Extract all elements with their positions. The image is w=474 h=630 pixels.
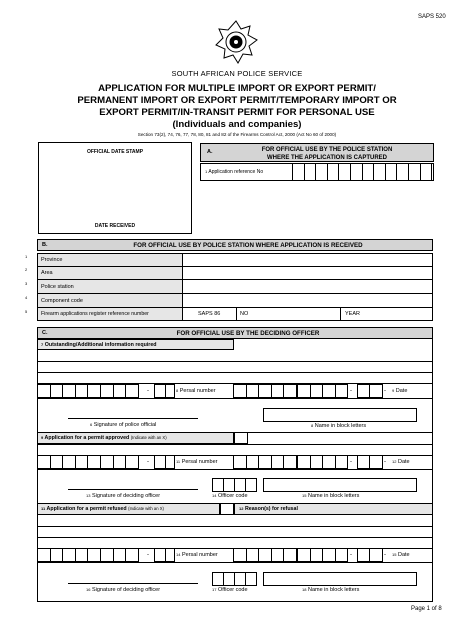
outstanding-info-field[interactable] [38,351,432,383]
name-label-1: $^8$ Name in block letters [311,423,367,429]
section-a-header [200,143,434,162]
persal-label-1: $^8$ Persal number [176,388,216,394]
date-digit-cell[interactable] [297,455,311,469]
reasons-label: $^{12}$ Reason(s) for refusal [239,506,298,512]
approved-header [37,432,234,444]
persal-digit-cell[interactable] [283,384,297,398]
dash-separator: - [147,459,149,465]
persal-digit-cell[interactable] [283,455,297,469]
dash-separator: - [384,459,386,465]
stamp-title: OFFICIAL DATE STAMP [86,149,144,155]
persal-digit-cell[interactable] [246,548,260,562]
official-date-stamp-box[interactable] [38,142,192,234]
police-station-label: Police station [41,284,74,290]
section-b-title: FOR OFFICIAL USE BY POLICE STATION WHERE APPLICATION IS RECEIVED [133,242,363,249]
date-digit-cell[interactable] [335,384,349,398]
reference-digit-cell[interactable] [75,455,89,469]
dash-separator: - [350,459,352,465]
dash-separator: - [384,552,386,558]
title-line-3: EXPORT PERMIT/IN-TRANSIT PERMIT FOR PERSONAL USE [99,107,375,118]
section-c-header [37,327,433,339]
b-row-num-5: 5 [25,309,28,314]
reference-digit-cell[interactable] [75,384,89,398]
persal-digit-cell[interactable] [283,548,297,562]
reference-digit-cell[interactable] [37,384,51,398]
officer-code-cell[interactable] [245,478,257,492]
area-label: Area [41,270,53,276]
reference-digit-cell[interactable] [113,384,127,398]
reference-digit-cell[interactable] [62,384,76,398]
persal-digit-cell[interactable] [233,384,247,398]
reference-digit-cell[interactable] [87,548,101,562]
app-ref-label: $^1$ Application reference No [205,169,264,175]
officer-signature-label-1: $^{13}$ Signature of deciding officer [86,493,161,499]
reference-digit-cell[interactable] [100,455,114,469]
date-digit-cell[interactable] [369,548,383,562]
reference-digit-cell[interactable] [113,548,127,562]
reference-digit-cell[interactable] [165,548,175,562]
date-digit-cell[interactable] [335,548,349,562]
approved-label: $^9$ Application for a permit approved (Indicate with an X) [41,435,167,441]
section-reference: Section 73(2), 74, 76, 77, 78, 80, 81 and 82 of the Firearms Control Act, 2000 (Act No 60 of 2000) [137,132,337,137]
register-no-field[interactable] [252,308,338,320]
saps86-label: SAPS 86 [198,311,221,317]
b-row-num-3: 3 [25,281,28,286]
date-digit-cell[interactable] [322,384,336,398]
form-title [0,84,474,132]
outstanding-label: $^7$ Outstanding/Additional information required [41,342,157,348]
date-digit-cell[interactable] [310,455,324,469]
dash-separator: - [147,552,149,558]
reference-digit-cell[interactable] [100,548,114,562]
page-number: Page 1 of 8 [411,606,442,612]
reference-digit-cell[interactable] [62,548,76,562]
date-digit-cell[interactable] [335,455,349,469]
date-digit-cell[interactable] [310,548,324,562]
b-row-num-4: 4 [25,295,28,300]
dash-separator: - [147,388,149,394]
refused-header [37,503,220,515]
refused-checkbox[interactable] [220,503,234,515]
reference-digit-cell[interactable] [37,455,51,469]
app-ref-digit-cell[interactable] [420,163,433,181]
persal-digit-cell[interactable] [233,455,247,469]
register-year-field[interactable] [362,308,432,320]
reference-digit-cell[interactable] [125,384,139,398]
persal-digit-cell[interactable] [246,455,260,469]
persal-digit-cell[interactable] [258,384,272,398]
name-label-2: $^{15}$ Name in block letters [302,493,360,499]
date-digit-cell[interactable] [297,548,311,562]
section-b-letter: B. [42,242,48,248]
date-label-2: $^{12}$ Date [392,459,410,465]
persal-digit-cell[interactable] [271,548,285,562]
reference-digit-cell[interactable] [165,384,175,398]
officer-code-cell[interactable] [245,572,257,586]
name-block-letters-field-2[interactable] [263,478,417,492]
province-field[interactable] [184,254,432,266]
name-block-letters-field-3[interactable] [263,572,417,586]
name-block-letters-field-1[interactable] [263,408,417,422]
b-row-num-1: 1 [25,254,28,259]
date-digit-cell[interactable] [297,384,311,398]
reasons-field[interactable] [38,516,432,549]
no-label: NO [240,311,249,317]
officer-signature-label-2: $^{16}$ Signature of deciding officer [86,587,161,593]
reference-digit-cell[interactable] [37,548,51,562]
area-field[interactable] [184,267,432,279]
date-digit-cell[interactable] [369,384,383,398]
section-c-letter: C. [42,330,48,336]
date-digit-cell[interactable] [369,455,383,469]
police-station-field[interactable] [184,280,432,293]
b-row-num-2: 2 [25,267,28,272]
persal-digit-cell[interactable] [258,455,272,469]
date-label-1: $^9$ Date [392,388,408,394]
persal-digit-cell[interactable] [271,455,285,469]
reasons-header [234,503,433,515]
outstanding-info-header [37,339,234,350]
dash-separator: - [350,552,352,558]
section-a-title-2: WHERE THE APPLICATION IS CAPTURED [266,155,387,161]
form-code: SAPS 520 [418,14,446,20]
approved-checkbox[interactable] [234,432,248,444]
persal-digit-cell[interactable] [258,548,272,562]
date-label-3: $^{15}$ Date [392,552,410,558]
reference-digit-cell[interactable] [50,548,64,562]
reference-digit-cell[interactable] [100,384,114,398]
police-signature-line [68,418,198,419]
date-digit-cell[interactable] [322,548,336,562]
reference-digit-cell[interactable] [125,548,139,562]
persal-label-2: $^{11}$ Persal number [176,459,218,465]
reference-digit-cell[interactable] [87,384,101,398]
year-label: YEAR [345,311,360,317]
section-a-title-1: FOR OFFICIAL USE BY THE POLICE STATION [261,147,393,153]
reference-digit-cell[interactable] [165,455,175,469]
date-digit-cell[interactable] [322,455,336,469]
component-code-label: Component code [41,298,83,304]
section-c-title: FOR OFFICIAL USE BY THE DECIDING OFFICER [176,330,320,337]
title-line-1: APPLICATION FOR MULTIPLE IMPORT OR EXPORT PERMIT/ [98,83,376,94]
name-label-3: $^{18}$ Name in block letters [302,587,360,593]
refused-label: $^{11}$ Application for a permit refused (Indicate with an X) [41,506,164,512]
register-ref-label: Firearm applications register reference number [41,311,149,317]
section-a-letter: A. [207,149,213,155]
dash-separator: - [350,388,352,394]
officer-code-label-2: $^{17}$ Officer code [212,587,248,593]
title-line-4: (Individuals and companies) [172,119,302,130]
police-emblem [214,20,258,64]
reference-digit-cell[interactable] [50,455,64,469]
officer-code-label-1: $^{14}$ Officer code [212,493,248,499]
dash-separator: - [384,388,386,394]
agency-name: SOUTH AFRICAN POLICE SERVICE [171,69,303,78]
persal-digit-cell[interactable] [271,384,285,398]
persal-digit-cell[interactable] [233,548,247,562]
reference-digit-cell[interactable] [113,455,127,469]
police-signature-label: $^6$ Signature of police official [90,422,157,428]
reference-digit-cell[interactable] [87,455,101,469]
persal-digit-cell[interactable] [246,384,260,398]
reference-digit-cell[interactable] [125,455,139,469]
reference-digit-cell[interactable] [62,455,76,469]
province-label: Province [41,257,63,263]
section-b-header [37,239,433,251]
date-digit-cell[interactable] [310,384,324,398]
reference-digit-cell[interactable] [75,548,89,562]
persal-label-3: $^{14}$ Persal number [176,552,218,558]
date-received-label: DATE RECEIVED [94,223,136,229]
component-code-field[interactable] [184,294,432,307]
title-line-2: PERMANENT IMPORT OR EXPORT PERMIT/TEMPORARY IMPORT OR [77,95,397,106]
reference-digit-cell[interactable] [50,384,64,398]
